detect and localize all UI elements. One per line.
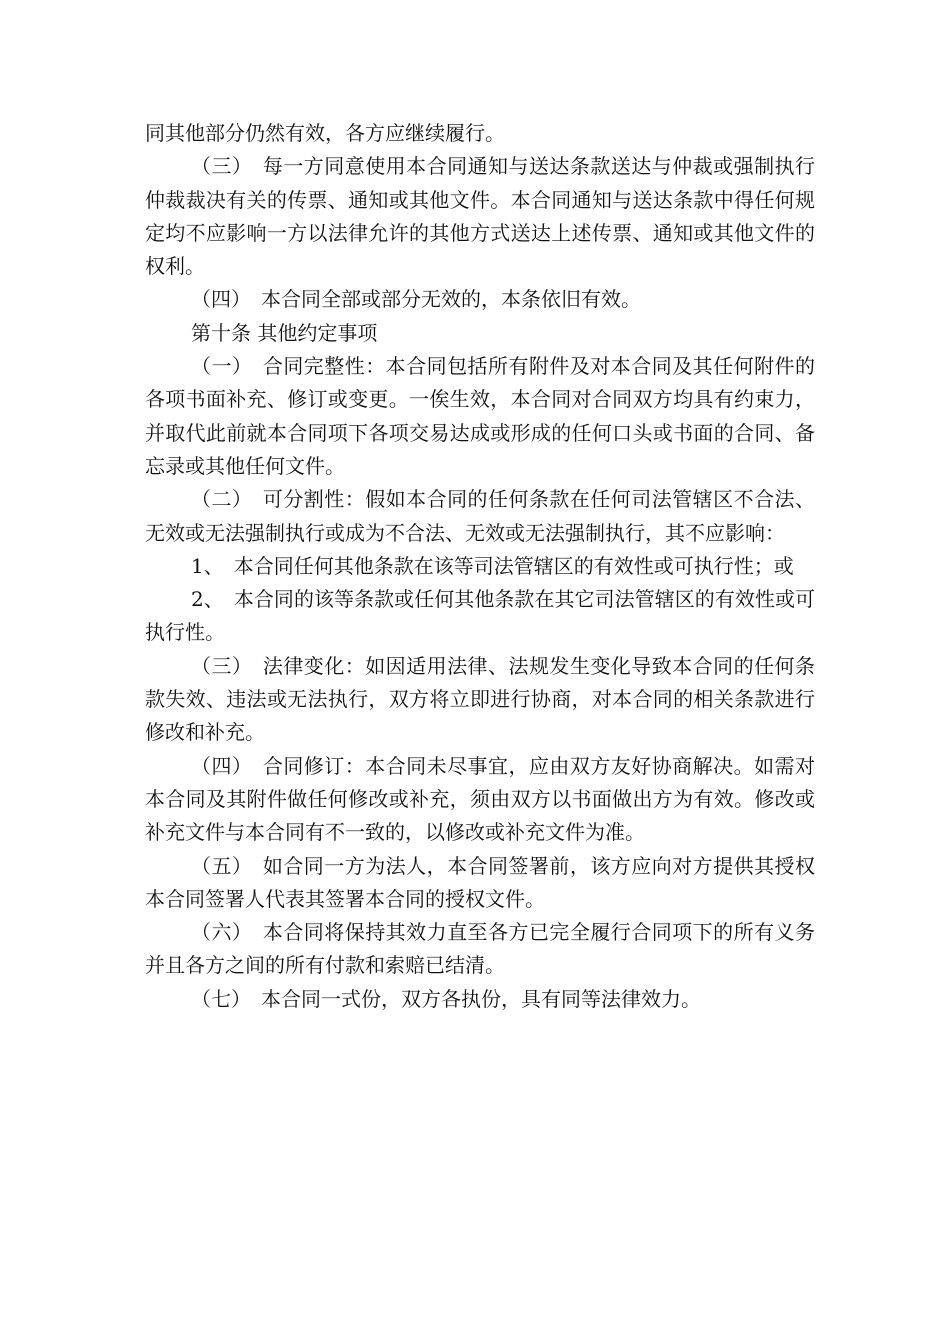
- article-title: 第十条 其他约定事项: [191, 320, 378, 345]
- clause-text: 合同完整性：本合同包括所有附件及对本合同及其任何附件的各项书面补充、修订或变更。一俟生效，本合同对合同双方均具有约束力，并取代此前就本合同项下各项交易达成或形成的任何口头或书面的合同、备忘录或其他任何文件。: [145, 354, 816, 478]
- clause-text: 可分割性：假如本合同的任何条款在任何司法管辖区不合法、无效或无法强制执行或成为不合法、无效或无法强制执行，其不应影响：: [145, 487, 816, 545]
- clause-3-service-of-process: [145, 150, 815, 283]
- clause-7-counterparts: [145, 983, 815, 1016]
- clause-4-amendment: [145, 750, 815, 850]
- clause-4-validity: [145, 283, 815, 316]
- list-item-1: [145, 550, 815, 583]
- clause-label: （六）: [191, 920, 253, 945]
- clause-label: （五）: [191, 853, 253, 878]
- clause-text: 合同修订：本合同未尽事宜，应由双方友好协商解决。如需对本合同及其附件做任何修改或补充，须由双方以书面做出方为有效。修改或补充文件与本合同有不一致的，以修改或补充文件为准。: [145, 753, 816, 845]
- clause-2-severability: [145, 483, 815, 550]
- clause-label: （一）: [191, 354, 253, 379]
- clause-label: （三）: [191, 653, 253, 678]
- paragraph-continued: [145, 117, 815, 150]
- clause-3-change-of-law: [145, 650, 815, 750]
- paragraph-text: 同其他部分仍然有效，各方应继续履行。: [145, 121, 505, 145]
- clause-text: 法律变化：如因适用法律、法规发生变化导致本合同的任何条款失效、违法或无法执行，双方将立即进行协商，对本合同的相关条款进行修改和补充。: [145, 653, 816, 745]
- clause-1-entire-agreement: [145, 350, 815, 483]
- clause-6-duration: [145, 916, 815, 983]
- clause-label: （二）: [191, 487, 253, 512]
- list-label: 1、: [191, 553, 224, 578]
- clause-text: 每一方同意使用本合同通知与送达条款送达与仲裁或强制执行仲裁裁决有关的传票、通知或其他文件。本合同通知与送达条款中得任何规定均不应影响一方以法律允许的其他方式送达上述传票、通知或其他文件的权利。: [145, 154, 816, 279]
- article-10-heading: [145, 317, 815, 350]
- list-text: 本合同任何其他条款在该等司法管辖区的有效性或可执行性；或: [233, 553, 794, 578]
- clause-text: 本合同将保持其效力直至各方已完全履行合同项下的所有义务并且各方之间的所有付款和索赔已结清。: [145, 920, 816, 978]
- clause-label: （三）: [191, 154, 253, 179]
- contract-page: [145, 117, 815, 1016]
- clause-text: 本合同全部或部分无效的，本条依旧有效。: [261, 287, 641, 312]
- list-label: 2、: [191, 587, 224, 612]
- clause-label: （四）: [191, 287, 251, 312]
- list-text: 本合同的该等条款或任何其他条款在其它司法管辖区的有效性或可执行性。: [145, 587, 815, 645]
- clause-text: 本合同一式份，双方各执份，具有同等法律效力。: [261, 986, 701, 1011]
- list-item-2: [145, 583, 815, 650]
- clause-5-authorization: [145, 850, 815, 917]
- clause-label: （七）: [191, 986, 251, 1011]
- clause-label: （四）: [191, 753, 253, 778]
- clause-text: 如合同一方为法人，本合同签署前，该方应向对方提供其授权本合同签署人代表其签署本合同的授权文件。: [145, 853, 816, 911]
